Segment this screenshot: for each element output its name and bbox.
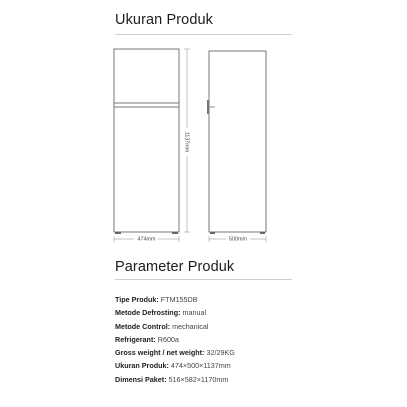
fridge-foot [260,232,265,234]
param-value: R600a [157,334,179,344]
param-row-defrost [115,306,235,319]
param-row-refrigerant [115,333,235,346]
param-value: manual [182,308,207,318]
param-value: 32/29KG [206,348,235,358]
depth-label: 500mm [229,236,247,243]
param-value: FTM155DB [160,295,198,304]
fridge-front-view [114,49,179,234]
param-label: Tipe Produk: [115,295,159,304]
param-label: Dimensi Paket: [115,374,167,384]
param-row-size [115,359,235,372]
title-divider [115,279,292,280]
param-list [115,293,235,386]
param-label: Refrigerant: [115,334,156,344]
param-row-weight [115,346,235,359]
param-label: Metode Defrosting: [115,308,181,318]
param-label: Ukuran Produk: [115,361,169,371]
param-section-title: Parameter Produk [115,259,235,275]
param-value: 516×582×1170mm [168,374,229,384]
side-handle [207,100,209,114]
fridge-front-outline [114,49,179,232]
size-section-title: Ukuran Produk [115,12,214,28]
fridge-foot [115,232,121,234]
fridge-foot [172,232,178,234]
param-row-package [115,373,235,386]
fridge-side-outline [209,51,266,232]
param-value: mechanical [172,321,209,331]
height-label: 1137mm [183,131,190,153]
param-value: 474×500×1137mm [170,361,231,371]
param-row-control [115,320,235,333]
fridge-side-view [207,51,266,234]
fridge-foot [210,232,215,234]
param-row-type [115,293,235,306]
width-label: 474mm [137,236,156,243]
param-label: Gross weight / net weight: [115,348,205,358]
param-label: Metode Control: [115,321,171,331]
